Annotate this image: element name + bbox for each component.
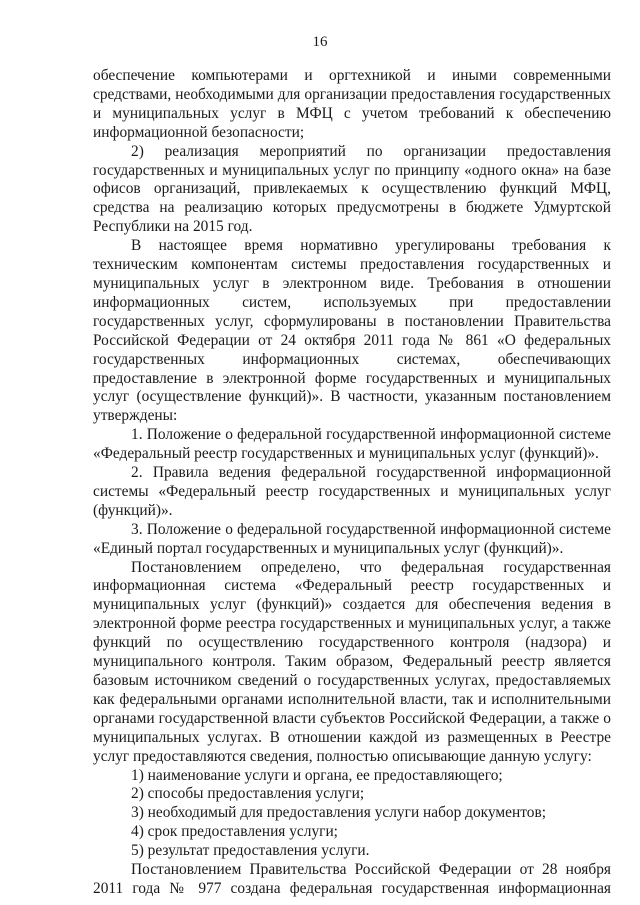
document-body (93, 67, 611, 899)
paragraph-computers: обеспечение компьютерами и оргтехникой и иными современными средствами, необходимыми для организации предоставления государственных и муниципальных услуг в МФЦ с учетом требований к обеспечению информационной безопасности; (93, 67, 611, 141)
page-number: 16 (312, 34, 328, 50)
list-item-documents: 3) необходимый для предоставления услуги набор документов; (131, 804, 547, 822)
paragraph-approved-3: 3. Положение о федеральной государственной информационной системе «Единый портал государственных и муниципальных услуг (функций)». (93, 520, 611, 557)
list-item-service-name: 1) наименование услуги и органа, ее предоставляющего; (131, 766, 503, 784)
list-item-methods: 2) способы предоставления услуги; (131, 785, 365, 803)
list-item-term: 4) срок предоставления услуги; (131, 823, 338, 841)
paragraph-item-2-one-window: 2) реализация мероприятий по организации предоставления государственных и муниципальных услуг по принципу «одного окна» на базе офисов организаций, привлекаемых к осуществлению функций МФЦ, средства на реализацию которых предусмотрены в бюджете Удмуртской Республики на 2015 год. (93, 142, 611, 236)
paragraph-resolution-977: Постановлением Правительства Российской Федерации от 28 ноября 2011 года № 977 создана федеральная государственная информационная (93, 861, 611, 897)
paragraph-approved-1: 1. Положение о федеральной государственной информационной системе «Федеральный реестр государственных и муниципальных услуг (функций)». (93, 426, 611, 463)
paragraph-approved-2: 2. Правила ведения федеральной государственной информационной системы «Федеральный реестр государственных и муниципальных услуг (функций)». (93, 464, 611, 519)
list-item-result: 5) результат предоставления услуги. (131, 842, 370, 860)
paragraph-regulation: В настоящее время нормативно урегулированы требования к техническим компонентам системы предоставления государственных и муниципальных услуг в электронном виде. Требования в отношении информационных систем, используемых при предоставлении государственных услуг, сформулированы в постановлении Правительства Российской Федерации от 24 октября 2011 года № 861 «О федеральных государственных информационных системах, обеспечивающих предоставление в электронной форме государственных и муниципальных услуг (осуществление функций)». В частности, указанным постановлением утверждены: (93, 237, 611, 425)
paragraph-federal-registry: Постановлением определено, что федеральная государственная информационная система «Федеральный реестр государственных и муниципальных услуг (функций)» создается для обеспечения ведения в электронной форме реестра государственных и муниципальных услуг, а также функций по осуществлению государственного контроля (надзора) и муниципального контроля. Таким образом, Федеральный реестр является базовым источником сведений о государственных услугах, предоставляемых как федеральными органами исполнительной власти, так и исполнительными органами государственной власти субъектов Российской Федерации, а также о муниципальных услугах. В отношении каждой из размещенных в Реестре услуг предоставляются сведения, полностью описывающие данную услугу: (93, 558, 611, 765)
